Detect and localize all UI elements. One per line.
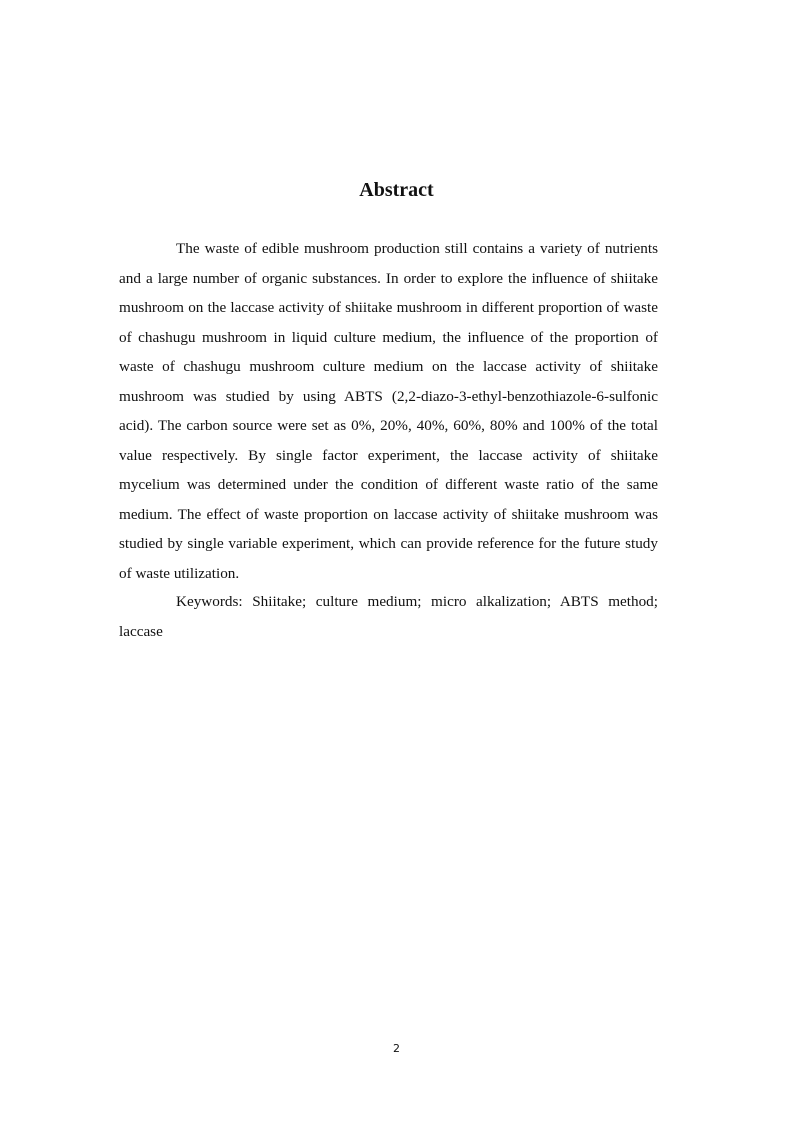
keywords-paragraph: Keywords: Shiitake; culture medium; micro alkalization; ABTS method; laccase xyxy=(119,593,658,640)
abstract-title: Abstract xyxy=(359,179,434,201)
abstract-paragraph: The waste of edible mushroom production still contains a variety of nutrients and a large number of organic substances. In order to explore the influence of shiitake mushroom on the laccase activity of shiitake mushroom in different proportion of waste of chashugu mushroom in liquid culture medium, the influence of the proportion of waste of chashugu mushroom culture medium on the laccase activity of shiitake mushroom was studied by using ABTS (2,2-diazo-3-ethyl-benzothiazole-6-sulfonic acid). The carbon source were set as 0%, 20%, 40%, 60%, 80% and 100% of the total value respectively. By single factor experiment, the laccase activity of shiitake mycelium was determined under the condition of different waste ratio of the same medium. The effect of waste proportion on laccase activity of shiitake mushroom was studied by single variable experiment, which can provide reference for the future study of waste utilization. xyxy=(119,240,658,582)
page-number: 2 xyxy=(393,1042,400,1055)
